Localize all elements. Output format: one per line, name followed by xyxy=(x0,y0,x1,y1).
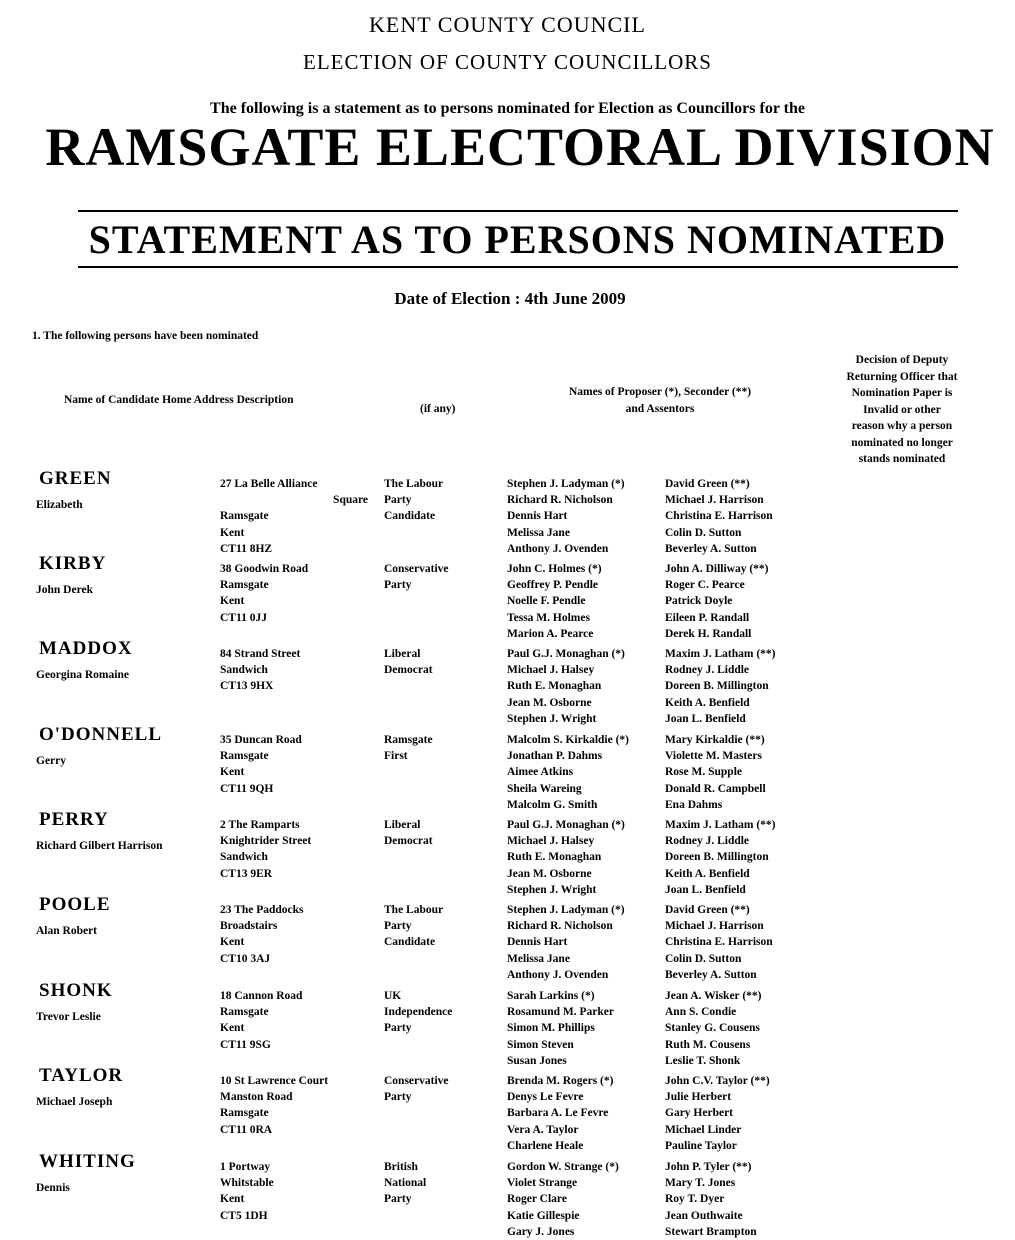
proposer-assentors-line: Sarah Larkins (*) xyxy=(507,990,595,1002)
seconder-assentors-line: Keith A. Benfield xyxy=(665,696,750,709)
proposer-assentors-line: Melissa Jane xyxy=(507,526,570,539)
candidate-description-line: British xyxy=(384,1161,418,1173)
decision-header-line: reason why a person xyxy=(851,420,953,432)
seconder-assentors-line: Derek H. Randall xyxy=(665,627,752,640)
seconder-assentors-line: Violette M. Masters xyxy=(665,750,762,763)
candidate-surname: WHITING xyxy=(39,1151,136,1172)
intro-text: The following is a statement as to persons nominated for Election as Councillors for the xyxy=(210,100,805,117)
candidate-address-line: 38 Goodwin Road xyxy=(220,563,309,575)
candidate-description xyxy=(384,1159,494,1208)
proposer-assentors xyxy=(507,476,662,557)
seconder-assentors xyxy=(665,732,825,813)
proposer-assentors-line: Vera A. Taylor xyxy=(507,1123,579,1136)
proposer-assentors-line: Noelle F. Pendle xyxy=(507,595,586,608)
candidate-forenames: Trevor Leslie xyxy=(36,1011,101,1023)
proposer-assentors-line: Barbara A. Le Fevre xyxy=(507,1107,609,1120)
proposer-assentors-line: Malcolm G. Smith xyxy=(507,798,598,811)
candidate-forenames: Gerry xyxy=(36,755,67,767)
candidate-description xyxy=(384,902,494,951)
proposer-assentors-line: Violet Strange xyxy=(507,1177,578,1190)
seconder-assentors-line: David Green (**) xyxy=(665,904,750,916)
decision-header-line: stands nominated xyxy=(858,453,946,465)
proposer-assentors-line: Richard R. Nicholson xyxy=(507,920,613,933)
proposer-assentors-line: Geoffrey P. Pendle xyxy=(507,579,599,592)
candidate-description-line: Party xyxy=(384,1193,412,1206)
candidate-description xyxy=(384,646,494,678)
candidate-address xyxy=(220,1159,368,1224)
candidate-address-line: 35 Duncan Road xyxy=(220,734,302,746)
candidate-forenames: Michael Joseph xyxy=(36,1096,113,1108)
proposer-assentors-line: Simon Steven xyxy=(507,1038,574,1051)
candidate-address-line: CT13 9HX xyxy=(220,680,274,693)
proposer-assentors-line: Dennis Hart xyxy=(507,936,568,949)
seconder-assentors-line: Doreen B. Millington xyxy=(665,680,769,693)
proposer-assentors-line: Denys Le Fevre xyxy=(507,1091,584,1104)
seconder-assentors-line: Colin D. Sutton xyxy=(665,952,742,965)
candidate-description-line: Party xyxy=(384,494,412,507)
candidate-surname: SHONK xyxy=(39,980,113,1001)
column-header-decision xyxy=(822,352,982,468)
proposer-assentors-line: Malcolm S. Kirkaldie (*) xyxy=(507,734,630,746)
seconder-assentors-line: Roy T. Dyer xyxy=(665,1193,725,1206)
candidate-address-line: 18 Cannon Road xyxy=(220,990,303,1002)
candidate-description-line: Candidate xyxy=(384,510,436,523)
seconder-assentors xyxy=(665,561,825,642)
seconder-assentors-line: Doreen B. Millington xyxy=(665,851,769,864)
candidate-address-line: Kent xyxy=(220,595,245,608)
seconder-assentors-line: Eileen P. Randall xyxy=(665,611,750,624)
candidate-forenames: Elizabeth xyxy=(36,499,83,511)
proposer-assentors-line: Brenda M. Rogers (*) xyxy=(507,1075,614,1087)
candidate-surname: GREEN xyxy=(39,468,112,489)
candidate-address-line: Ramsgate xyxy=(220,510,269,523)
candidate-address xyxy=(220,817,368,882)
seconder-assentors-line: Ruth M. Cousens xyxy=(665,1038,751,1051)
candidate-address-line: 27 La Belle Alliance xyxy=(220,478,318,490)
candidate-address-line: Kent xyxy=(220,526,245,539)
proposer-assentors-line: Michael J. Halsey xyxy=(507,664,595,677)
proposer-assentors-line: Charlene Heale xyxy=(507,1139,584,1152)
seconder-assentors-line: Jean Outhwaite xyxy=(665,1209,743,1222)
seconder-assentors-line: John P. Tyler (**) xyxy=(665,1161,752,1173)
candidate-address xyxy=(220,476,368,557)
candidate-forenames: John Derek xyxy=(36,584,93,596)
proposer-assentors-line: Dennis Hart xyxy=(507,510,568,523)
candidate-description-line: Party xyxy=(384,920,412,933)
seconder-assentors-line: Joan L. Benfield xyxy=(665,883,746,896)
candidate-address-line: Whitstable xyxy=(220,1177,274,1190)
candidate-address xyxy=(220,1073,368,1138)
candidate-address-line: Broadstairs xyxy=(220,920,278,933)
candidate-description-line: Ramsgate xyxy=(384,734,433,746)
bottom-rule xyxy=(78,266,958,268)
proposer-assentors-line: Tessa M. Holmes xyxy=(507,611,590,624)
proposer-assentors-line: Gary J. Jones xyxy=(507,1225,575,1238)
candidate-address-line: Kent xyxy=(220,936,245,949)
candidate-description xyxy=(384,817,494,849)
candidate-address-line: CT11 8HZ xyxy=(220,542,273,555)
council-name: KENT COUNTY COUNCIL xyxy=(369,12,646,37)
candidate-description-line: The Labour xyxy=(384,478,444,490)
candidate-address-line: Ramsgate xyxy=(220,750,269,763)
proposers-header-line2: and Assentors xyxy=(625,402,695,415)
candidate-address-line: Sandwich xyxy=(220,851,268,864)
seconder-assentors-line: Beverley A. Sutton xyxy=(665,968,757,981)
proposer-assentors-line: Melissa Jane xyxy=(507,952,570,965)
proposer-assentors-line: Anthony J. Ovenden xyxy=(507,542,609,555)
candidate-surname: TAYLOR xyxy=(39,1065,124,1086)
proposer-assentors-line: Rosamund M. Parker xyxy=(507,1006,615,1019)
candidate-surname: O'DONNELL xyxy=(39,724,163,745)
seconder-assentors xyxy=(665,817,825,898)
proposer-assentors xyxy=(507,561,662,642)
seconder-assentors-line: Mary Kirkaldie (**) xyxy=(665,734,765,746)
decision-header-line: Nomination Paper is xyxy=(851,387,953,399)
candidate-forenames: Alan Robert xyxy=(36,925,98,937)
proposer-assentors xyxy=(507,988,662,1069)
candidate-address-line: Sandwich xyxy=(220,664,268,677)
proposer-assentors xyxy=(507,817,662,898)
proposer-assentors xyxy=(507,646,662,727)
seconder-assentors-line: Rodney J. Liddle xyxy=(665,664,750,677)
candidate-row xyxy=(0,1065,1015,1150)
candidate-address-line: 2 The Ramparts xyxy=(220,819,300,831)
proposer-assentors-line: Ruth E. Monaghan xyxy=(507,851,602,864)
candidate-address-line: CT10 3AJ xyxy=(220,952,271,965)
candidate-description xyxy=(384,732,494,764)
seconder-assentors xyxy=(665,988,825,1069)
seconder-assentors-line: Roger C. Pearce xyxy=(665,579,745,592)
proposer-assentors xyxy=(507,732,662,813)
proposer-assentors-line: Simon M. Phillips xyxy=(507,1022,595,1035)
seconder-assentors-line: David Green (**) xyxy=(665,478,750,490)
seconder-assentors-line: Mary T. Jones xyxy=(665,1177,736,1190)
candidate-address-line: Ramsgate xyxy=(220,1107,269,1120)
candidate-description-line: Conservative xyxy=(384,563,449,575)
proposer-assentors-line: John C. Holmes (*) xyxy=(507,563,602,575)
section-label: 1. The following persons have been nominated xyxy=(32,330,259,342)
candidate-address-line: Ramsgate xyxy=(220,1006,269,1019)
proposer-assentors-line: Ruth E. Monaghan xyxy=(507,680,602,693)
seconder-assentors-line: Christina E. Harrison xyxy=(665,510,773,523)
proposer-assentors-line: Richard R. Nicholson xyxy=(507,494,613,507)
candidate-row xyxy=(0,553,1015,638)
candidate-address xyxy=(220,732,368,797)
decision-header-line: Decision of Deputy xyxy=(855,354,949,366)
candidate-description-line: UK xyxy=(384,990,402,1002)
seconder-assentors-line: Rodney J. Liddle xyxy=(665,835,750,848)
proposer-assentors-line: Paul G.J. Monaghan (*) xyxy=(507,648,625,660)
candidate-description-line: National xyxy=(384,1177,427,1190)
decision-header-line: Invalid or other xyxy=(863,403,941,416)
seconder-assentors-line: Gary Herbert xyxy=(665,1107,734,1120)
candidate-address-line: 1 Portway xyxy=(220,1161,271,1173)
candidate-description xyxy=(384,561,494,593)
seconder-assentors-line: Stanley G. Cousens xyxy=(665,1022,760,1035)
candidate-address-line: CT11 0RA xyxy=(220,1123,273,1136)
seconder-assentors-line: Leslie T. Shonk xyxy=(665,1054,741,1067)
candidate-row xyxy=(0,638,1015,723)
candidate-address-line: CT13 9ER xyxy=(220,867,273,880)
seconder-assentors xyxy=(665,646,825,727)
seconder-assentors-line: Donald R. Campbell xyxy=(665,782,766,795)
seconder-assentors xyxy=(665,476,825,557)
candidate-description-line: Conservative xyxy=(384,1075,449,1087)
proposer-assentors-line: Sheila Wareing xyxy=(507,782,582,795)
candidate-surname: PERRY xyxy=(39,809,109,830)
candidate-description-line: Party xyxy=(384,1022,412,1035)
candidate-description xyxy=(384,988,494,1037)
seconder-assentors-line: Beverley A. Sutton xyxy=(665,542,757,555)
proposer-assentors-line: Gordon W. Strange (*) xyxy=(507,1161,619,1173)
proposer-assentors-line: Stephen J. Ladyman (*) xyxy=(507,478,625,490)
candidate-description-line: The Labour xyxy=(384,904,444,916)
candidate-description xyxy=(384,476,494,525)
candidate-row xyxy=(0,809,1015,894)
candidate-forenames: Georgina Romaine xyxy=(36,669,129,681)
seconder-assentors-line: Rose M. Supple xyxy=(665,766,742,779)
proposer-assentors-line: Jonathan P. Dahms xyxy=(507,750,603,763)
candidate-description-line: Candidate xyxy=(384,936,436,949)
seconder-assentors-line: Maxim J. Latham (**) xyxy=(665,648,776,660)
candidate-description-line: Liberal xyxy=(384,648,421,660)
decision-header-line: nominated no longer xyxy=(851,436,953,449)
candidate-description-line: Independence xyxy=(384,1006,453,1019)
proposer-assentors xyxy=(507,1073,662,1154)
election-title: ELECTION OF COUNTY COUNCILLORS xyxy=(303,50,712,74)
candidate-address-line: 23 The Paddocks xyxy=(220,904,304,916)
seconder-assentors-line: Jean A. Wisker (**) xyxy=(665,990,762,1002)
candidate-description xyxy=(384,1073,494,1105)
seconder-assentors-line: Colin D. Sutton xyxy=(665,526,742,539)
proposer-assentors-line: Roger Clare xyxy=(507,1193,567,1206)
seconder-assentors-line: Michael J. Harrison xyxy=(665,494,764,507)
seconder-assentors-line: Christina E. Harrison xyxy=(665,936,773,949)
candidate-address-line: CT11 0JJ xyxy=(220,611,267,624)
top-rule xyxy=(78,210,958,212)
seconder-assentors-line: Joan L. Benfield xyxy=(665,712,746,725)
candidate-surname: MADDOX xyxy=(39,638,133,659)
seconder-assentors xyxy=(665,1073,825,1154)
candidate-description-line: Democrat xyxy=(384,835,433,848)
proposer-assentors-line: Michael J. Halsey xyxy=(507,835,595,848)
candidate-address-line: Kent xyxy=(220,1022,245,1035)
candidate-description-line: First xyxy=(384,750,408,763)
statement-title: STATEMENT AS TO PERSONS NOMINATED xyxy=(88,217,947,262)
seconder-assentors-line: Stewart Brampton xyxy=(665,1225,757,1238)
proposer-assentors xyxy=(507,1159,662,1240)
column-header-proposers xyxy=(520,384,800,417)
candidate-address-line: 10 St Lawrence Court xyxy=(220,1075,329,1087)
candidate-description-line: Democrat xyxy=(384,664,433,677)
seconder-assentors-line: Pauline Taylor xyxy=(665,1139,737,1152)
proposer-assentors-line: Paul G.J. Monaghan (*) xyxy=(507,819,625,831)
seconder-assentors-line: Ann S. Condie xyxy=(665,1006,737,1019)
proposer-assentors-line: Marion A. Pearce xyxy=(507,627,594,640)
candidate-address-line: Kent xyxy=(220,1193,245,1206)
candidate-address xyxy=(220,646,368,695)
candidate-address-line: Kent xyxy=(220,766,245,779)
candidate-row xyxy=(0,724,1015,809)
candidate-address xyxy=(220,561,368,626)
proposer-assentors xyxy=(507,902,662,983)
seconder-assentors-line: Michael J. Harrison xyxy=(665,920,764,933)
candidate-address-line: Ramsgate xyxy=(220,579,269,592)
candidate-row xyxy=(0,1151,1015,1236)
seconder-assentors xyxy=(665,1159,825,1240)
seconder-assentors-line: Ena Dahms xyxy=(665,798,723,811)
candidate-surname: KIRBY xyxy=(39,553,107,574)
seconder-assentors-line: Julie Herbert xyxy=(665,1091,732,1104)
proposer-assentors-line: Stephen J. Ladyman (*) xyxy=(507,904,625,916)
candidate-address-line: Square xyxy=(333,494,368,507)
seconder-assentors-line: Keith A. Benfield xyxy=(665,867,750,880)
candidate-address-line: CT11 9SG xyxy=(220,1038,271,1051)
candidate-address xyxy=(220,988,368,1053)
proposers-header-line1: Names of Proposer (*), Seconder (**) xyxy=(568,386,752,398)
candidate-address-line: 84 Strand Street xyxy=(220,648,301,660)
candidate-address-line: Manston Road xyxy=(220,1091,293,1104)
proposer-assentors-line: Katie Gillespie xyxy=(507,1209,580,1222)
candidate-forenames: Dennis xyxy=(36,1182,70,1194)
candidate-row xyxy=(0,894,1015,979)
proposer-assentors-line: Jean M. Osborne xyxy=(507,696,592,709)
column-header-if-any: (if any) xyxy=(420,403,456,415)
seconder-assentors-line: Patrick Doyle xyxy=(665,595,733,608)
candidate-address-line: CT11 9QH xyxy=(220,782,274,795)
seconder-assentors-line: Maxim J. Latham (**) xyxy=(665,819,776,831)
seconder-assentors-line: Michael Linder xyxy=(665,1123,742,1136)
seconder-assentors-line: John C.V. Taylor (**) xyxy=(665,1075,770,1087)
candidate-forenames: Richard Gilbert Harrison xyxy=(36,840,163,852)
proposer-assentors-line: Susan Jones xyxy=(507,1054,567,1067)
column-header-candidate: Name of Candidate Home Address Description xyxy=(64,394,294,406)
candidate-row xyxy=(0,980,1015,1065)
proposer-assentors-line: Stephen J. Wright xyxy=(507,712,597,725)
candidate-surname: POOLE xyxy=(39,894,111,915)
seconder-assentors-line: John A. Dilliway (**) xyxy=(665,563,769,575)
candidate-description-line: Liberal xyxy=(384,819,421,831)
candidate-description-line: Party xyxy=(384,579,412,592)
decision-header-line: Returning Officer that xyxy=(846,370,958,383)
election-date: Date of Election : 4th June 2009 xyxy=(394,289,626,308)
candidate-row xyxy=(0,468,1015,553)
proposer-assentors-line: Stephen J. Wright xyxy=(507,883,597,896)
division-title: RAMSGATE ELECTORAL DIVISION xyxy=(45,117,995,177)
candidate-address-line: CT5 1DH xyxy=(220,1209,268,1222)
candidate-address-line: Knightrider Street xyxy=(220,835,312,848)
proposer-assentors-line: Aimee Atkins xyxy=(507,766,574,779)
candidate-address xyxy=(220,902,368,967)
proposer-assentors-line: Jean M. Osborne xyxy=(507,867,592,880)
seconder-assentors xyxy=(665,902,825,983)
proposer-assentors-line: Anthony J. Ovenden xyxy=(507,968,609,981)
candidate-description-line: Party xyxy=(384,1091,412,1104)
